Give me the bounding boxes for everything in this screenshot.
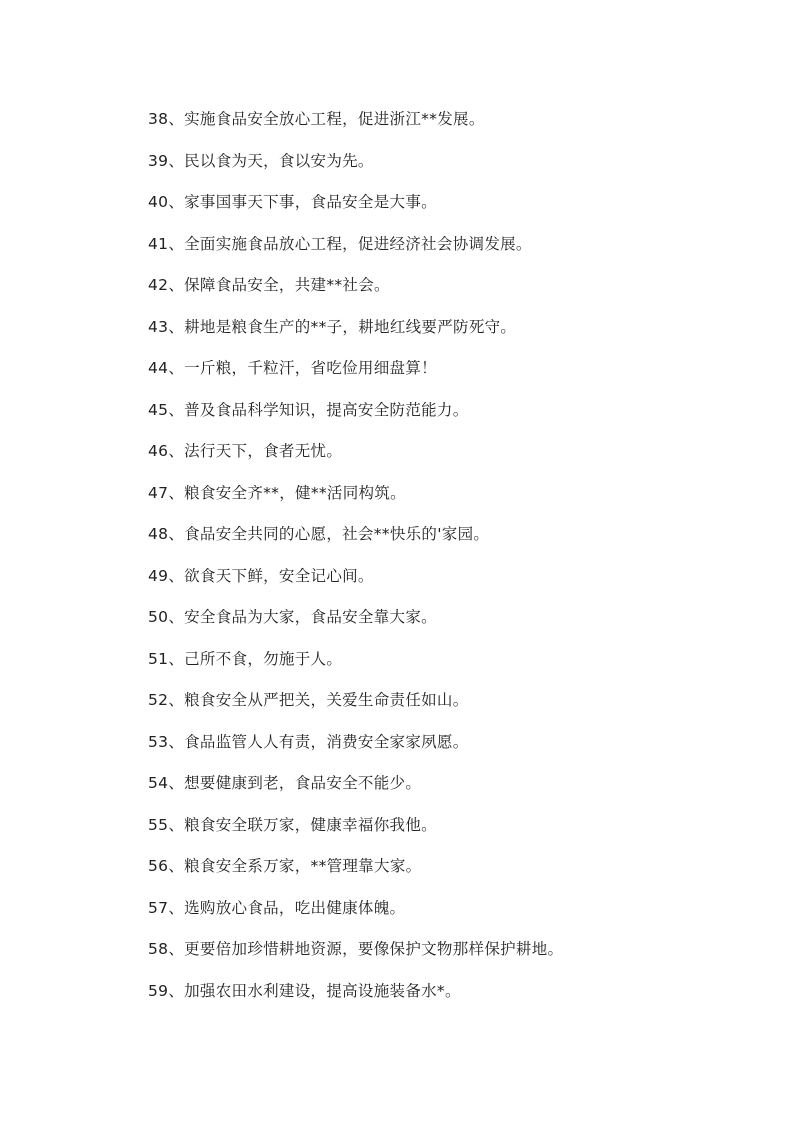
list-item: 45、普及食品科学知识，提高安全防范能力。: [148, 400, 469, 419]
list-item: 40、家事国事天下事，食品安全是大事。: [148, 193, 437, 211]
list-item: 48、食品安全共同的心愿，社会**快乐的'家园。: [148, 525, 490, 543]
list-item: 52、粮食安全从严把关，关爱生命责任如山。: [148, 691, 469, 709]
list-item: 51、己所不食，勿施于人。: [148, 649, 343, 668]
list-item: 53、食品监管人人有责，消费安全家家夙愿。: [148, 732, 469, 751]
list-item: 55、粮食安全联万家，健康幸福你我他。: [148, 815, 437, 834]
list-item: 42、保障食品安全，共建**社会。: [148, 276, 390, 294]
list-item: 38、实施食品安全放心工程，促进浙江**发展。: [148, 110, 485, 128]
list-item: 57、选购放心食品，吃出健康体魄。: [148, 898, 406, 917]
list-item: 54、想要健康到老，食品安全不能少。: [148, 774, 422, 792]
list-item: 59、加强农田水利建设，提高设施装备水*。: [148, 981, 461, 1000]
slogan-list: [148, 106, 768, 1019]
list-item: 49、欲食天下鲜，安全记心间。: [148, 566, 374, 585]
list-item: 43、耕地是粮食生产的**子，耕地红线要严防死守。: [148, 317, 517, 336]
list-item: 41、全面实施食品放心工程，促进经济社会协调发展。: [148, 234, 532, 253]
list-item: 39、民以食为天，食以安为先。: [148, 151, 374, 170]
list-item: 47、粮食安全齐**，健**活同构筑。: [148, 483, 406, 502]
list-item: 58、更要倍加珍惜耕地资源，要像保护文物那样保护耕地。: [148, 940, 564, 958]
list-item: 44、一斤粮，千粒汗，省吃俭用细盘算！: [148, 359, 437, 377]
list-item: 50、安全食品为大家，食品安全靠大家。: [148, 608, 437, 626]
list-item: 46、法行天下，食者无忧。: [148, 442, 343, 460]
list-item: 56、粮食安全系万家，**管理靠大家。: [148, 857, 422, 875]
